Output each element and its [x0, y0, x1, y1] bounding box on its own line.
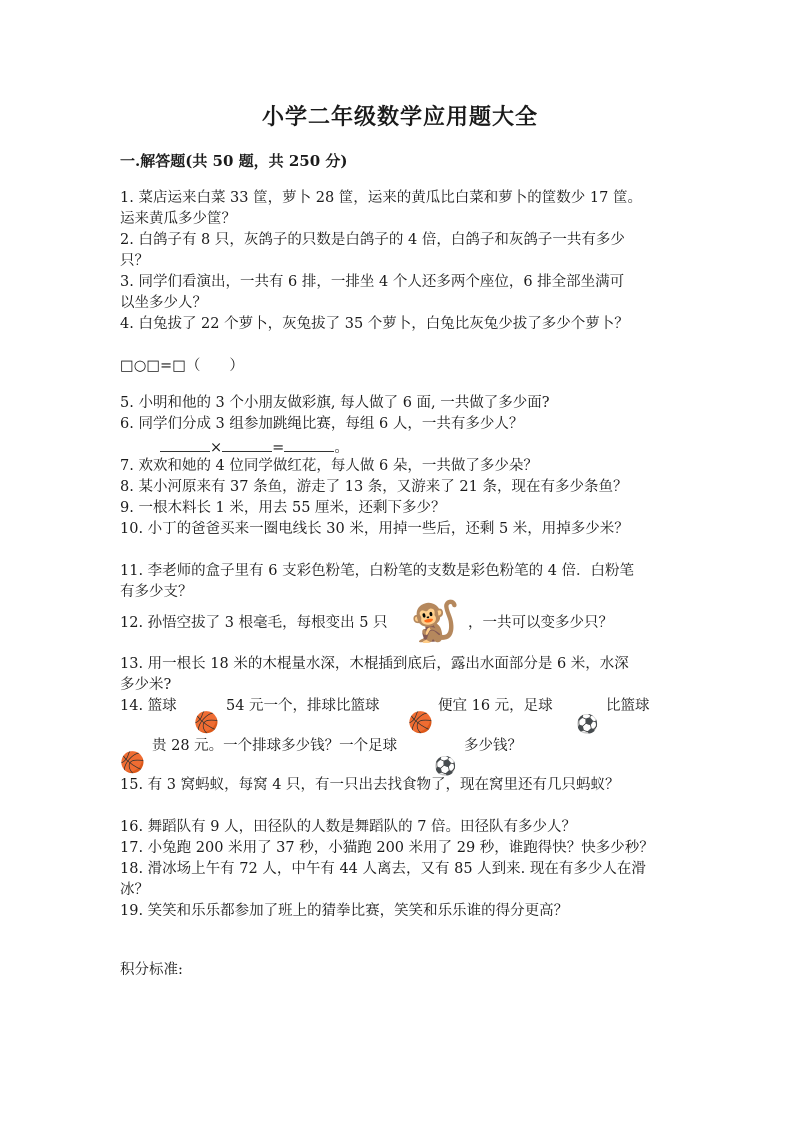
question-6-equation	[160, 435, 349, 458]
question-1-line-2: 运来黄瓜多少筐？	[120, 211, 236, 227]
basketball-icon: 🏀	[120, 750, 145, 774]
question-12-part-1: 12. 孙悟空拔了 3 根毫毛，每根变出 5 只	[120, 615, 388, 631]
question-11-line-1: 11. 李老师的盒子里有 6 支彩色粉笔，白粉笔的支数是彩色粉笔的 4 倍．白粉笔	[120, 563, 635, 579]
question-18-line-2: 冰？	[120, 882, 149, 898]
question-3-line-2: 以坐多少人？	[120, 295, 207, 311]
question-4: 4. 白兔拔了 22 个萝卜，灰兔拔了 35 个萝卜，白兔比灰兔少拔了多少个萝卜？	[120, 316, 629, 332]
question-3-line-1: 3. 同学们看演出，一共有 6 排，一排坐 4 个人还多两个座位，6 排全部坐满可	[120, 274, 625, 290]
question-13-line-1: 13. 用一根长 18 米的木棍量水深，木棍插到底后，露出水面部分是 6 米，水深	[120, 656, 629, 672]
page-title: 小学二年级数学应用题大全	[261, 104, 538, 130]
question-15: 15. 有 3 窝蚂蚁，每窝 4 只，有一只出去找食物了，现在窝里还有几只蚂蚁？	[120, 777, 620, 793]
question-6: 6. 同学们分成 3 组参加跳绳比赛，每组 6 人，一共有多少人？	[120, 416, 524, 432]
question-14-part-4: 比篮球	[606, 698, 650, 714]
question-13-line-2: 多少米?	[120, 677, 172, 693]
question-8: 8. 某小河原来有 37 条鱼，游走了 13 条，又游来了 21 条，现在有多少条鱼？	[120, 479, 628, 495]
question-16: 16. 舞蹈队有 9 人，田径队的人数是舞蹈队的 7 倍。田径队有多少人？	[120, 819, 577, 835]
question-4-equation: □○□=□（ ）	[120, 358, 244, 374]
question-14-part-6: 多少钱？	[464, 738, 522, 754]
question-14-part-5: 贵 28 元。一个排球多少钱？一个足球	[152, 738, 398, 754]
question-19: 19. 笑笑和乐乐都参加了班上的猜拳比赛，笑笑和乐乐谁的得分更高？	[120, 903, 569, 919]
question-7: 7. 欢欢和她的 4 位同学做红花，每人做 6 朵，一共做了多少朵？	[120, 458, 538, 474]
answer-blank[interactable]	[284, 435, 334, 452]
question-2-line-1: 2. 白鸽子有 8 只，灰鸽子的只数是白鸽子的 4 倍，白鸽子和灰鸽子一共有多少	[120, 232, 625, 248]
question-11-line-2: 有多少支？	[120, 584, 193, 600]
question-14-part-2: 54 元一个，排球比篮球	[226, 698, 380, 714]
question-18-line-1: 18. 滑冰场上午有 72 人，中午有 44 人离去，又有 85 人到来. 现在有多少人在滑	[120, 861, 646, 877]
question-5: 5. 小明和他的 3 个小朋友做彩旗, 每人做了 6 面, 一共做了多少面?	[120, 395, 550, 411]
question-17: 17. 小兔跑 200 米用了 37 秒，小猫跑 200 米用了 29 秒，谁跑得快？快多少秒？	[120, 840, 654, 856]
equals-sign: =	[272, 440, 285, 456]
basketball-icon: 🏀	[194, 710, 219, 734]
question-10: 10. 小丁的爸爸买来一圈电线长 30 米，用掉一些后，还剩 5 米，用掉多少米？	[120, 521, 629, 537]
soccer-ball-icon: ⚽	[576, 714, 599, 735]
times-sign: ×	[210, 440, 223, 456]
question-14-part-3: 便宜 16 元，足球	[438, 698, 553, 714]
question-2-line-2: 只？	[120, 253, 149, 269]
monkey-icon: 🐒	[410, 599, 460, 645]
answer-blank[interactable]	[160, 435, 210, 452]
soccer-ball-icon: ⚽	[434, 756, 457, 777]
question-14-part-1: 14. 篮球	[120, 698, 177, 714]
scoring-criteria-label: 积分标准:	[120, 962, 183, 978]
basketball-icon: 🏀	[408, 710, 433, 734]
question-12-part-2: ，一共可以变多少只？	[468, 615, 613, 631]
question-9: 9. 一根木料长 1 米，用去 55 厘米，还剩下多少？	[120, 500, 446, 516]
answer-blank[interactable]	[222, 435, 272, 452]
equation-end: 。	[334, 440, 349, 456]
section-heading: 一.解答题(共 50 题，共 250 分)	[120, 152, 348, 170]
question-1-line-1: 1. 菜店运来白菜 33 筐，萝卜 28 筐，运来的黄瓜比白菜和萝卜的筐数少 17 筐。	[120, 190, 642, 206]
